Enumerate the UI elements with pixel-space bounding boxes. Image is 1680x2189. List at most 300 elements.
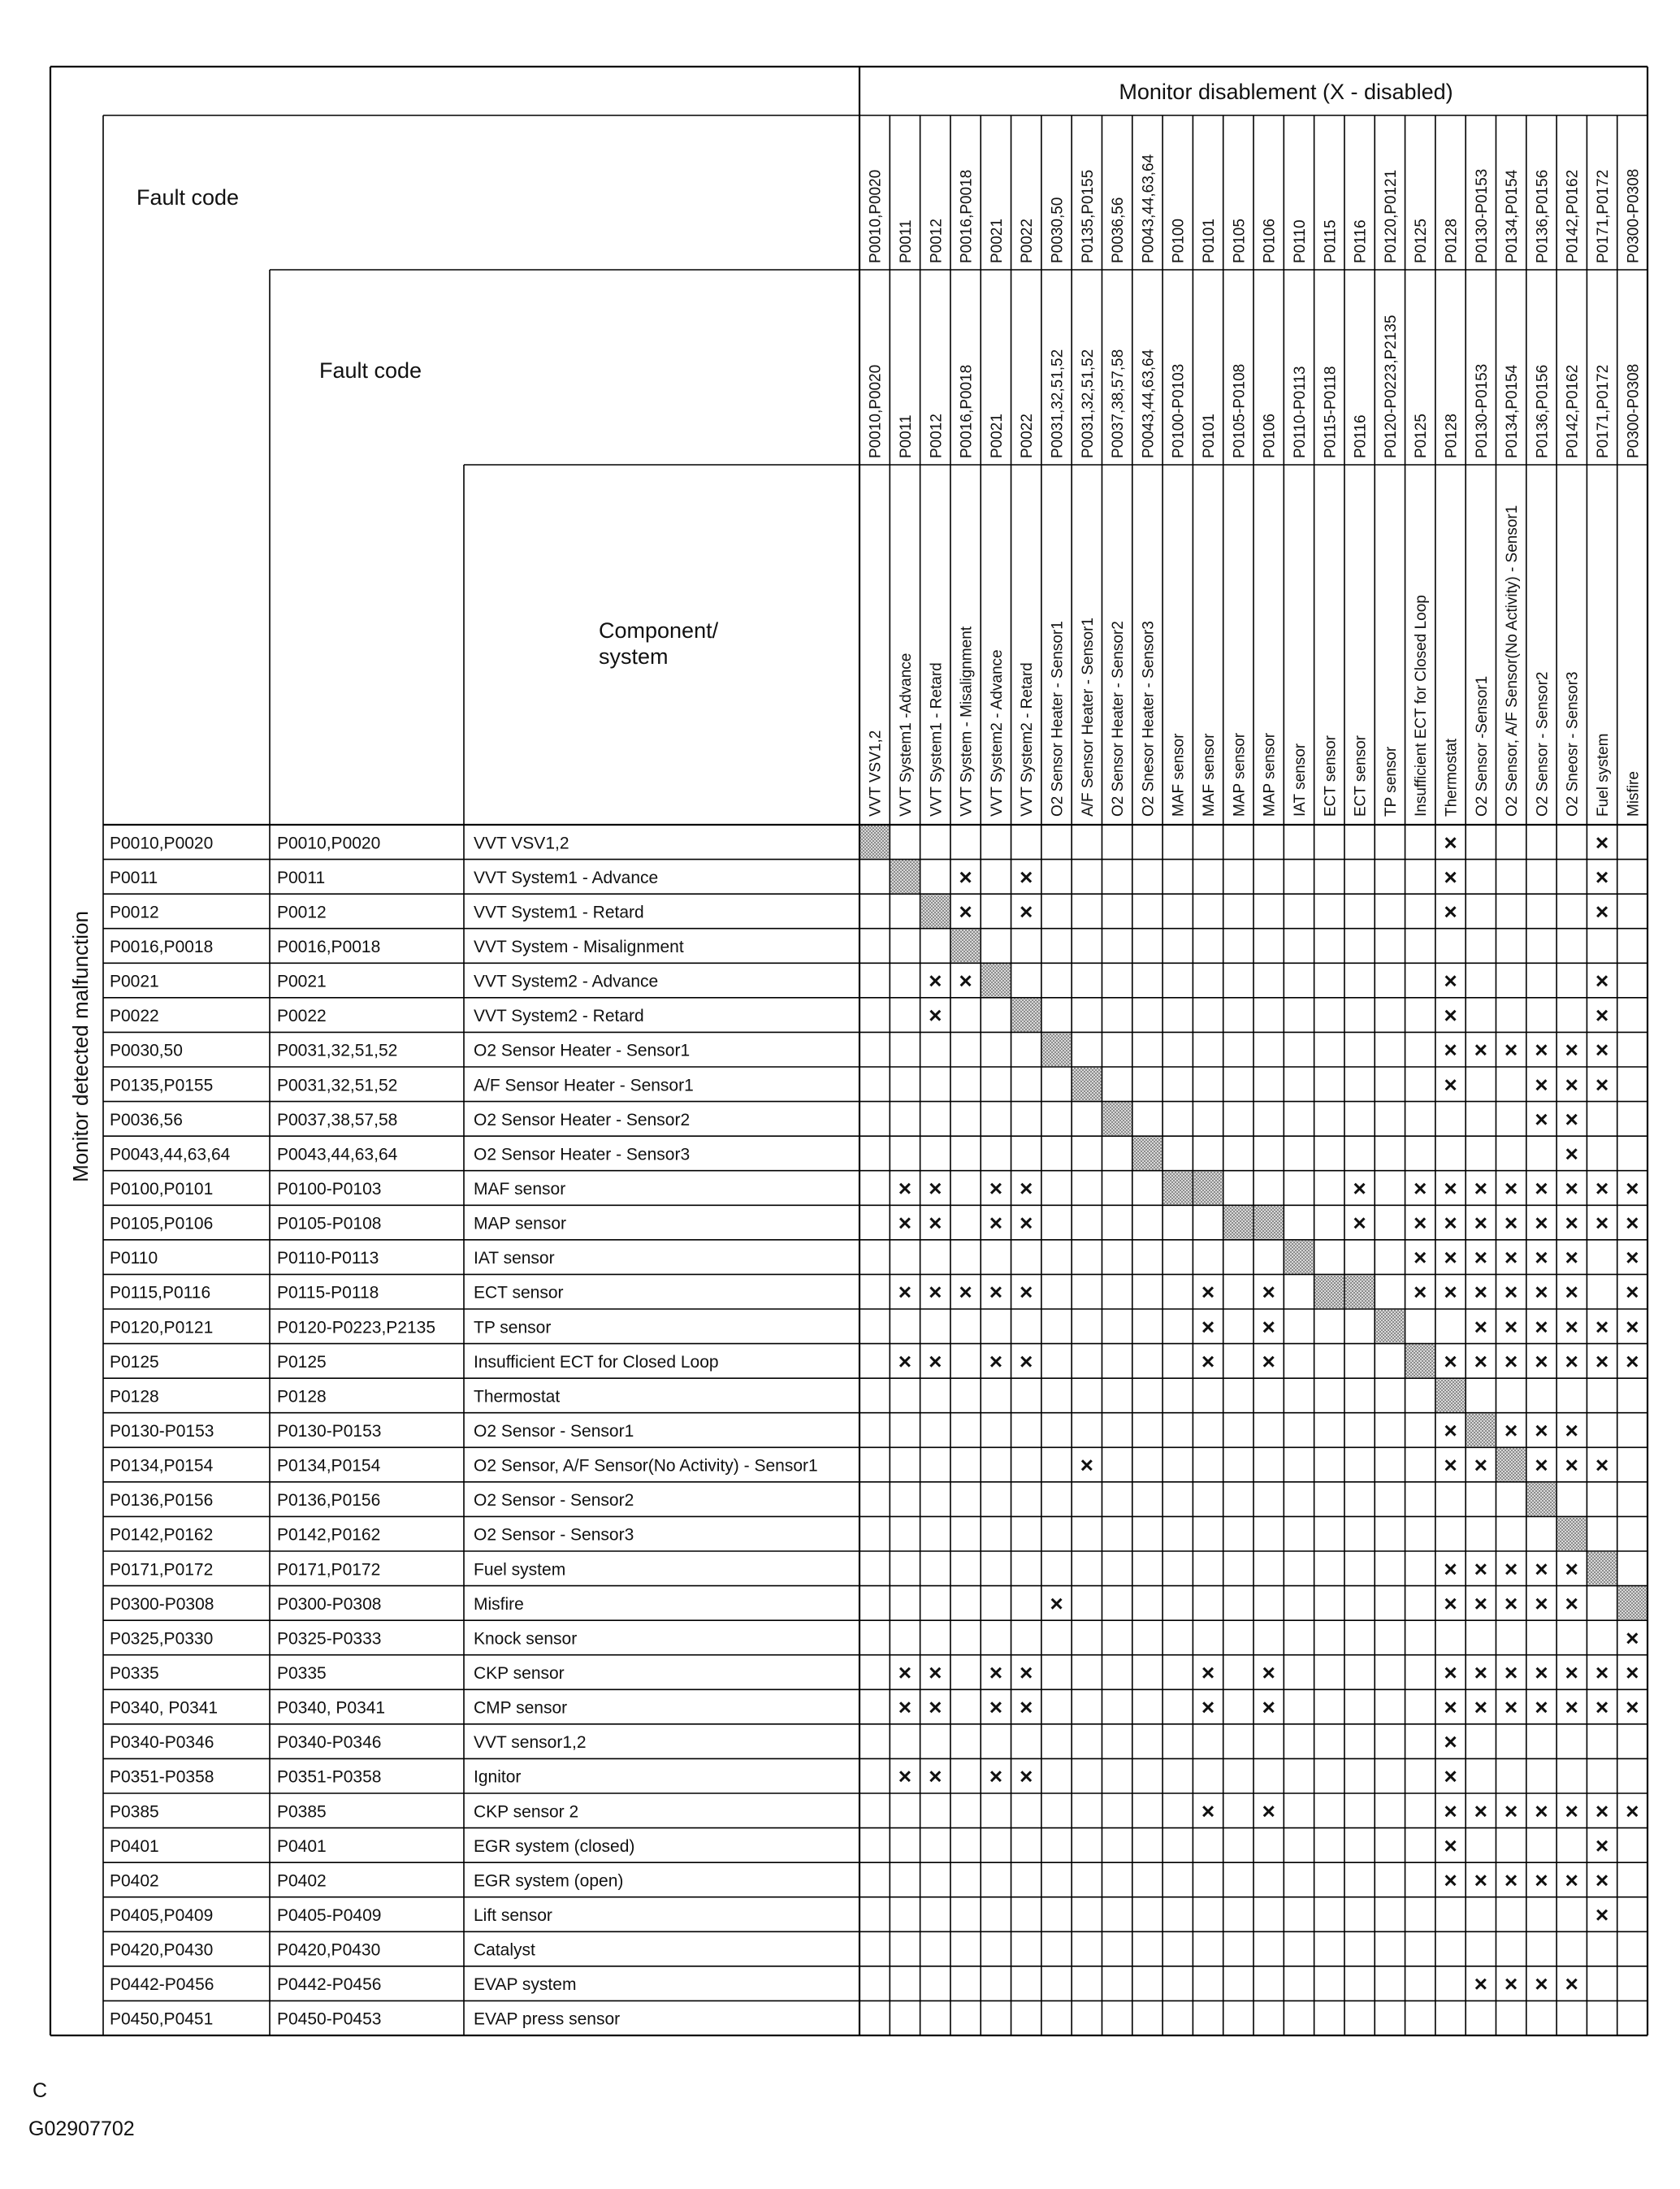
disabled-mark: × [1020, 1176, 1033, 1201]
shaded-cell [1557, 1517, 1586, 1550]
disabled-mark: × [1565, 1176, 1578, 1201]
disabled-mark: × [1595, 1210, 1609, 1236]
row-fault-code-inner: P0037,38,57,58 [277, 1110, 398, 1129]
disabled-mark: × [1020, 1660, 1033, 1685]
row-component: O2 Sensor Heater - Sensor2 [474, 1110, 691, 1129]
disabled-mark: × [1535, 1660, 1548, 1685]
disabled-mark: × [1535, 1072, 1548, 1098]
disabled-mark: × [1626, 1694, 1639, 1720]
disabled-mark: × [1595, 1176, 1609, 1201]
col-header-component: VVT System2 - Advance [988, 649, 1006, 817]
disabled-mark: × [1626, 1314, 1639, 1340]
shaded-cell [1527, 1483, 1556, 1516]
disabled-mark: × [1565, 1314, 1578, 1340]
disabled-mark: × [1504, 1660, 1518, 1685]
disabled-mark: × [929, 1176, 942, 1201]
disabled-mark: × [898, 1763, 912, 1789]
disabled-mark: × [1565, 1660, 1578, 1685]
disabled-mark: × [989, 1176, 1003, 1201]
col-header-fault-code-inner: P0142,P0162 [1564, 364, 1582, 458]
disabled-mark: × [1444, 1245, 1457, 1271]
col-header-component: O2 Snesor Heater - Sensor3 [1140, 621, 1158, 817]
disabled-mark: × [1444, 1003, 1457, 1029]
disabled-mark: × [1504, 1418, 1518, 1443]
row-fault-code-inner: P0402 [277, 1871, 327, 1891]
row-fault-code: P0136,P0156 [110, 1491, 214, 1511]
row-fault-code-inner: P0171,P0172 [277, 1560, 381, 1580]
disabled-mark: × [1444, 1832, 1457, 1858]
row-fault-code: P0340, P0341 [110, 1698, 219, 1718]
col-header-fault-code-inner: P0300-P0308 [1625, 363, 1643, 458]
disabled-mark: × [1565, 1210, 1578, 1236]
disabled-mark: × [1595, 864, 1609, 890]
row-fault-code: P0100,P0101 [110, 1180, 214, 1199]
col-header-component: MAP sensor [1231, 732, 1249, 817]
col-header-component: VVT VSV1,2 [867, 730, 885, 817]
row-component: VVT VSV1,2 [474, 834, 569, 853]
disabled-mark: × [1565, 1279, 1578, 1305]
col-header-fault-code: P0036,56 [1110, 197, 1128, 263]
disabled-mark: × [1626, 1245, 1639, 1271]
disabled-mark: × [1444, 1176, 1457, 1201]
row-fault-code-inner: P0325-P0333 [277, 1629, 382, 1649]
col-header-fault-code: P0130-P0153 [1473, 168, 1491, 263]
disabled-mark: × [1414, 1176, 1427, 1201]
col-header-fault-code-inner: P0101 [1201, 414, 1218, 458]
row-fault-code: P0016,P0018 [110, 938, 214, 956]
footer-letter: C [32, 2079, 48, 2102]
row-component: Catalyst [474, 1940, 535, 1960]
disabled-mark: × [1626, 1176, 1639, 1201]
disabled-mark: × [959, 864, 972, 890]
col-header-fault-code-inner: P0128 [1443, 414, 1461, 458]
col-header-fault-code: P0016,P0018 [958, 169, 976, 263]
row-component: CKP sensor [474, 1664, 565, 1683]
col-header-fault-code: P0021 [988, 219, 1006, 263]
row-fault-code-inner: P0021 [277, 972, 327, 991]
disabled-mark: × [1626, 1798, 1639, 1824]
row-component: EVAP system [474, 1975, 577, 1995]
row-fault-code: P0300-P0308 [110, 1594, 214, 1614]
col-header-component: IAT sensor [1292, 743, 1309, 817]
side-label-monitor-detected-malfunction: Monitor detected malfunction [68, 911, 93, 1182]
row-fault-code: P0405,P0409 [110, 1906, 214, 1925]
disabled-mark: × [1595, 1832, 1609, 1858]
col-header-fault-code-inner: P0021 [988, 414, 1006, 458]
row-fault-code-inner: P0136,P0156 [277, 1491, 381, 1511]
col-header-component: O2 Sensor -Sensor1 [1473, 675, 1491, 817]
row-fault-code: P0021 [110, 972, 159, 991]
row-fault-code: P0010,P0020 [110, 834, 214, 853]
shaded-cell [860, 826, 889, 859]
disabled-mark: × [1262, 1314, 1275, 1340]
col-header-fault-code-inner: P0031,32,51,52 [1049, 349, 1067, 458]
monitor-disablement-title: Monitor disablement (X - disabled) [1119, 80, 1453, 104]
col-header-fault-code: P0128 [1443, 219, 1461, 263]
shaded-cell [1436, 1379, 1465, 1412]
row-fault-code: P0142,P0162 [110, 1525, 214, 1545]
disabled-mark: × [1535, 1971, 1548, 1997]
disabled-mark: × [1474, 1556, 1487, 1582]
row-fault-code: P0351-P0358 [110, 1767, 214, 1787]
disabled-mark: × [1080, 1452, 1093, 1478]
disabled-mark: × [1565, 1245, 1578, 1271]
shaded-cell [951, 930, 980, 963]
shaded-cell [1496, 1448, 1525, 1481]
disabled-mark: × [1535, 1210, 1548, 1236]
disabled-mark: × [989, 1348, 1003, 1374]
row-fault-code-inner: P0125 [277, 1352, 327, 1372]
disabled-mark: × [1262, 1279, 1275, 1305]
col-header-component: O2 Sensor Heater - Sensor2 [1110, 621, 1128, 817]
shaded-cell [1618, 1587, 1647, 1620]
disabled-mark: × [1020, 899, 1033, 925]
row-component: Lift sensor [474, 1906, 552, 1925]
disabled-mark: × [1504, 1798, 1518, 1824]
disabled-mark: × [898, 1210, 912, 1236]
disabled-mark: × [1444, 864, 1457, 890]
disabled-mark: × [929, 968, 942, 994]
disabled-mark: × [1504, 1694, 1518, 1720]
row-fault-code: P0128 [110, 1387, 159, 1407]
row-fault-code: P0402 [110, 1871, 159, 1891]
disabled-mark: × [989, 1279, 1003, 1305]
col-header-component: VVT System2 - Retard [1019, 662, 1037, 817]
shaded-cell [1224, 1206, 1253, 1239]
disabled-mark: × [1504, 1348, 1518, 1374]
disabled-mark: × [1444, 1348, 1457, 1374]
col-header-fault-code: P0135,P0155 [1079, 169, 1097, 263]
disabled-mark: × [1565, 1418, 1578, 1443]
disabled-mark: × [959, 1279, 972, 1305]
row-fault-code: P0335 [110, 1664, 159, 1683]
col-header-fault-code-inner: P0043,44,63,64 [1140, 349, 1158, 458]
col-header-fault-code: P0101 [1201, 219, 1218, 263]
shaded-cell [1012, 999, 1041, 1032]
disabled-mark: × [1474, 1452, 1487, 1478]
disabled-mark: × [1201, 1798, 1215, 1824]
col-header-component: MAP sensor [1261, 732, 1279, 817]
row-component: O2 Sensor Heater - Sensor3 [474, 1145, 691, 1164]
row-fault-code: P0105,P0106 [110, 1214, 214, 1233]
col-header-fault-code-inner: P0130-P0153 [1473, 363, 1491, 458]
disabled-mark: × [1626, 1625, 1639, 1651]
disabled-mark: × [1444, 1072, 1457, 1098]
row-fault-code-inner: P0401 [277, 1836, 327, 1856]
disabled-mark: × [1535, 1176, 1548, 1201]
row-fault-code: P0442-P0456 [110, 1975, 214, 1995]
disabled-mark: × [898, 1176, 912, 1201]
disabled-mark: × [1535, 1556, 1548, 1582]
row-fault-code: P0115,P0116 [110, 1283, 211, 1303]
col-header-fault-code-inner: P0115-P0118 [1322, 366, 1340, 458]
disabled-mark: × [1444, 1694, 1457, 1720]
disabled-mark: × [1626, 1348, 1639, 1374]
row-component: EGR system (closed) [474, 1836, 635, 1856]
disabled-mark: × [1020, 1763, 1033, 1789]
row-fault-code-inner: P0022 [277, 1007, 327, 1026]
col-header-component: MAF sensor [1201, 733, 1218, 817]
col-header-fault-code: P0136,P0156 [1534, 169, 1552, 263]
disabled-mark: × [1414, 1245, 1427, 1271]
row-component: Knock sensor [474, 1629, 578, 1649]
col-header-fault-code: P0134,P0154 [1504, 169, 1522, 263]
row-fault-code: P0450,P0451 [110, 2009, 214, 2029]
row-fault-code-inner: P0031,32,51,52 [277, 1076, 398, 1095]
row-fault-code-inner: P0011 [277, 868, 326, 887]
row-fault-code: P0135,P0155 [110, 1076, 214, 1095]
row-component: EVAP press sensor [474, 2009, 621, 2029]
row-component: MAP sensor [474, 1214, 566, 1233]
disabled-mark: × [1504, 1176, 1518, 1201]
disabled-mark: × [898, 1694, 912, 1720]
col-header-component: VVT System1 -Advance [898, 652, 915, 817]
disabled-mark: × [1474, 1660, 1487, 1685]
disabled-mark: × [1626, 1279, 1639, 1305]
disabled-mark: × [959, 899, 972, 925]
row-fault-code-inner: P0405-P0409 [277, 1906, 382, 1925]
disabled-mark: × [1565, 1971, 1578, 1997]
col-header-fault-code-inner: P0136,P0156 [1534, 364, 1552, 458]
row-component: O2 Sensor - Sensor3 [474, 1525, 634, 1545]
shaded-cell [981, 964, 1010, 997]
col-header-fault-code: P0105 [1231, 219, 1249, 263]
disabled-mark: × [1626, 1210, 1639, 1236]
disabled-mark: × [1444, 1660, 1457, 1685]
disabled-mark: × [929, 1279, 942, 1305]
col-header-fault-code-inner: P0011 [898, 414, 915, 458]
disabled-mark: × [1444, 830, 1457, 856]
disabled-mark: × [1565, 1556, 1578, 1582]
disabled-mark: × [1474, 1867, 1487, 1893]
disabled-mark: × [1474, 1245, 1487, 1271]
row-fault-code: P0130-P0153 [110, 1422, 214, 1441]
row-fault-code: P0120,P0121 [110, 1318, 214, 1337]
disabled-mark: × [1444, 1729, 1457, 1755]
row-component: VVT System2 - Advance [474, 972, 659, 991]
disabled-mark: × [1595, 968, 1609, 994]
row-fault-code-inner: P0351-P0358 [277, 1767, 382, 1787]
row-fault-code-inner: P0128 [277, 1387, 327, 1407]
disabled-mark: × [1535, 1106, 1548, 1132]
row-fault-code-inner: P0012 [277, 903, 327, 922]
row-fault-code-inner: P0105-P0108 [277, 1214, 382, 1233]
row-component: VVT System2 - Retard [474, 1007, 644, 1026]
shaded-cell [1193, 1172, 1222, 1205]
disabled-mark: × [1504, 1037, 1518, 1063]
disabled-mark: × [989, 1763, 1003, 1789]
row-component: CMP sensor [474, 1698, 568, 1718]
row-component: EGR system (open) [474, 1871, 624, 1891]
col-header-fault-code: P0120,P0121 [1382, 169, 1400, 263]
disabled-mark: × [1201, 1660, 1215, 1685]
row-fault-code-inner: P0110-P0113 [277, 1249, 379, 1268]
disabled-mark: × [1535, 1348, 1548, 1374]
col-header-component: TP sensor [1382, 746, 1400, 817]
col-header-component: Fuel system [1595, 733, 1612, 817]
disabled-mark: × [1535, 1418, 1548, 1443]
disabled-mark: × [1050, 1590, 1063, 1616]
shaded-cell [1072, 1068, 1101, 1101]
disabled-mark: × [1444, 1210, 1457, 1236]
disabled-mark: × [1414, 1210, 1427, 1236]
disabled-mark: × [1504, 1245, 1518, 1271]
component-system-header-line: Component/ [599, 618, 719, 643]
disabled-mark: × [1565, 1590, 1578, 1616]
disabled-mark: × [1595, 1348, 1609, 1374]
row-fault-code: P0340-P0346 [110, 1733, 214, 1753]
disabled-mark: × [1595, 1694, 1609, 1720]
disabled-mark: × [1565, 1348, 1578, 1374]
disabled-mark: × [1535, 1590, 1548, 1616]
shaded-cell [1254, 1206, 1283, 1239]
col-header-component: O2 Sneosr - Sensor3 [1564, 671, 1582, 817]
row-component: ECT sensor [474, 1283, 564, 1303]
disabled-mark: × [1444, 1556, 1457, 1582]
disabled-mark: × [1474, 1348, 1487, 1374]
row-fault-code-inner: P0385 [277, 1802, 327, 1822]
col-header-fault-code-inner: P0100-P0103 [1170, 363, 1188, 458]
row-fault-code: P0012 [110, 903, 159, 922]
row-fault-code-inner: P0100-P0103 [277, 1180, 382, 1199]
fault-code-outer-header: Fault code [136, 185, 240, 210]
disabled-mark: × [1201, 1279, 1215, 1305]
row-fault-code: P0110 [110, 1249, 158, 1268]
row-component: Insufficient ECT for Closed Loop [474, 1352, 719, 1372]
shaded-cell [1345, 1275, 1374, 1308]
disabled-mark: × [1353, 1210, 1366, 1236]
disabled-mark: × [1535, 1798, 1548, 1824]
disabled-mark: × [1595, 1867, 1609, 1893]
col-header-fault-code-inner: P0116 [1352, 414, 1370, 458]
row-fault-code: P0134,P0154 [110, 1456, 214, 1476]
col-header-fault-code-inner: P0110-P0113 [1292, 366, 1309, 458]
row-fault-code-inner: P0016,P0018 [277, 938, 381, 956]
col-header-fault-code-inner: P0010,P0020 [867, 364, 885, 458]
col-header-component: O2 Sensor - Sensor2 [1534, 671, 1552, 817]
disabled-mark: × [1595, 1452, 1609, 1478]
disabled-mark: × [1595, 1003, 1609, 1029]
disabled-mark: × [1474, 1210, 1487, 1236]
disabled-mark: × [929, 1660, 942, 1685]
row-fault-code: P0036,56 [110, 1110, 183, 1129]
shaded-cell [890, 860, 919, 894]
disabled-mark: × [929, 1210, 942, 1236]
disabled-mark: × [1565, 1037, 1578, 1063]
disabled-mark: × [1444, 1279, 1457, 1305]
row-fault-code-inner: P0450-P0453 [277, 2009, 382, 2029]
row-component: VVT System - Misalignment [474, 938, 684, 956]
col-header-fault-code-inner: P0171,P0172 [1595, 364, 1612, 458]
row-fault-code-inner: P0442-P0456 [277, 1975, 382, 1995]
col-header-fault-code-inner: P0106 [1261, 414, 1279, 458]
shaded-cell [1466, 1414, 1495, 1447]
row-fault-code-inner: P0340-P0346 [277, 1733, 382, 1753]
disabled-mark: × [1595, 1660, 1609, 1685]
disabled-mark: × [1262, 1660, 1275, 1685]
disabled-mark: × [1595, 1902, 1609, 1927]
col-header-fault-code: P0106 [1261, 219, 1279, 263]
disabled-mark: × [1444, 1763, 1457, 1789]
col-header-fault-code-inner: P0037,38,57,58 [1110, 349, 1128, 458]
shaded-cell [1163, 1172, 1192, 1205]
disabled-mark: × [1020, 1279, 1033, 1305]
disabled-mark: × [1201, 1348, 1215, 1374]
disabled-mark: × [929, 1694, 942, 1720]
row-fault-code-inner: P0300-P0308 [277, 1594, 382, 1614]
col-header-fault-code-inner: P0022 [1019, 414, 1037, 458]
disabled-mark: × [1444, 899, 1457, 925]
disabled-mark: × [1504, 1971, 1518, 1997]
disabled-mark: × [1444, 1418, 1457, 1443]
disabled-mark: × [929, 1763, 942, 1789]
row-fault-code-inner: P0335 [277, 1664, 327, 1683]
disabled-mark: × [1414, 1279, 1427, 1305]
shaded-cell [1284, 1241, 1313, 1274]
col-header-component: Insufficient ECT for Closed Loop [1413, 595, 1431, 817]
disabled-mark: × [929, 1003, 942, 1029]
row-fault-code: P0030,50 [110, 1041, 183, 1060]
row-fault-code-inner: P0130-P0153 [277, 1422, 382, 1441]
row-component: CKP sensor 2 [474, 1802, 579, 1822]
disabled-mark: × [1474, 1798, 1487, 1824]
row-component: MAF sensor [474, 1180, 566, 1199]
row-fault-code: P0401 [110, 1836, 159, 1856]
row-component: O2 Sensor, A/F Sensor(No Activity) - Sensor1 [474, 1456, 818, 1476]
disabled-mark: × [898, 1348, 912, 1374]
disabled-mark: × [1474, 1694, 1487, 1720]
disabled-mark: × [1262, 1348, 1275, 1374]
row-component: Thermostat [474, 1387, 561, 1407]
disabled-mark: × [1595, 1037, 1609, 1063]
col-header-fault-code: P0022 [1019, 219, 1037, 263]
fault-code-inner-header: Fault code [319, 358, 422, 383]
disabled-mark: × [1535, 1452, 1548, 1478]
shaded-cell [1587, 1552, 1616, 1585]
disabled-mark: × [1565, 1694, 1578, 1720]
row-fault-code-inner: P0043,44,63,64 [277, 1145, 398, 1164]
col-header-component: Misfire [1625, 771, 1643, 817]
col-header-fault-code: P0043,44,63,64 [1140, 154, 1158, 263]
disabled-mark: × [1626, 1660, 1639, 1685]
disabled-mark: × [1595, 1798, 1609, 1824]
disabled-mark: × [1474, 1037, 1487, 1063]
row-component: VVT System1 - Advance [474, 868, 659, 887]
row-fault-code-inner: P0120-P0223,P2135 [277, 1318, 435, 1337]
disabled-mark: × [1535, 1867, 1548, 1893]
col-header-component: Thermostat [1443, 738, 1461, 817]
col-header-fault-code: P0300-P0308 [1625, 168, 1643, 263]
disabled-mark: × [1020, 1348, 1033, 1374]
col-header-component: VVT System - Misalignment [958, 626, 976, 817]
disabled-mark: × [1353, 1176, 1366, 1201]
row-component: A/F Sensor Heater - Sensor1 [474, 1076, 694, 1095]
component-system-header-line: system [599, 644, 669, 669]
col-header-fault-code: P0100 [1170, 219, 1188, 263]
col-header-fault-code: P0012 [928, 219, 946, 263]
disabled-mark: × [989, 1210, 1003, 1236]
row-fault-code-inner: P0340, P0341 [277, 1698, 386, 1718]
row-fault-code-inner: P0420,P0430 [277, 1940, 381, 1960]
col-header-component: A/F Sensor Heater - Sensor1 [1079, 618, 1097, 817]
disabled-mark: × [959, 968, 972, 994]
disabled-mark: × [1474, 1314, 1487, 1340]
row-fault-code: P0420,P0430 [110, 1940, 214, 1960]
disabled-mark: × [1595, 830, 1609, 856]
disabled-mark: × [1565, 1106, 1578, 1132]
disabled-mark: × [1535, 1694, 1548, 1720]
disabled-mark: × [1020, 864, 1033, 890]
